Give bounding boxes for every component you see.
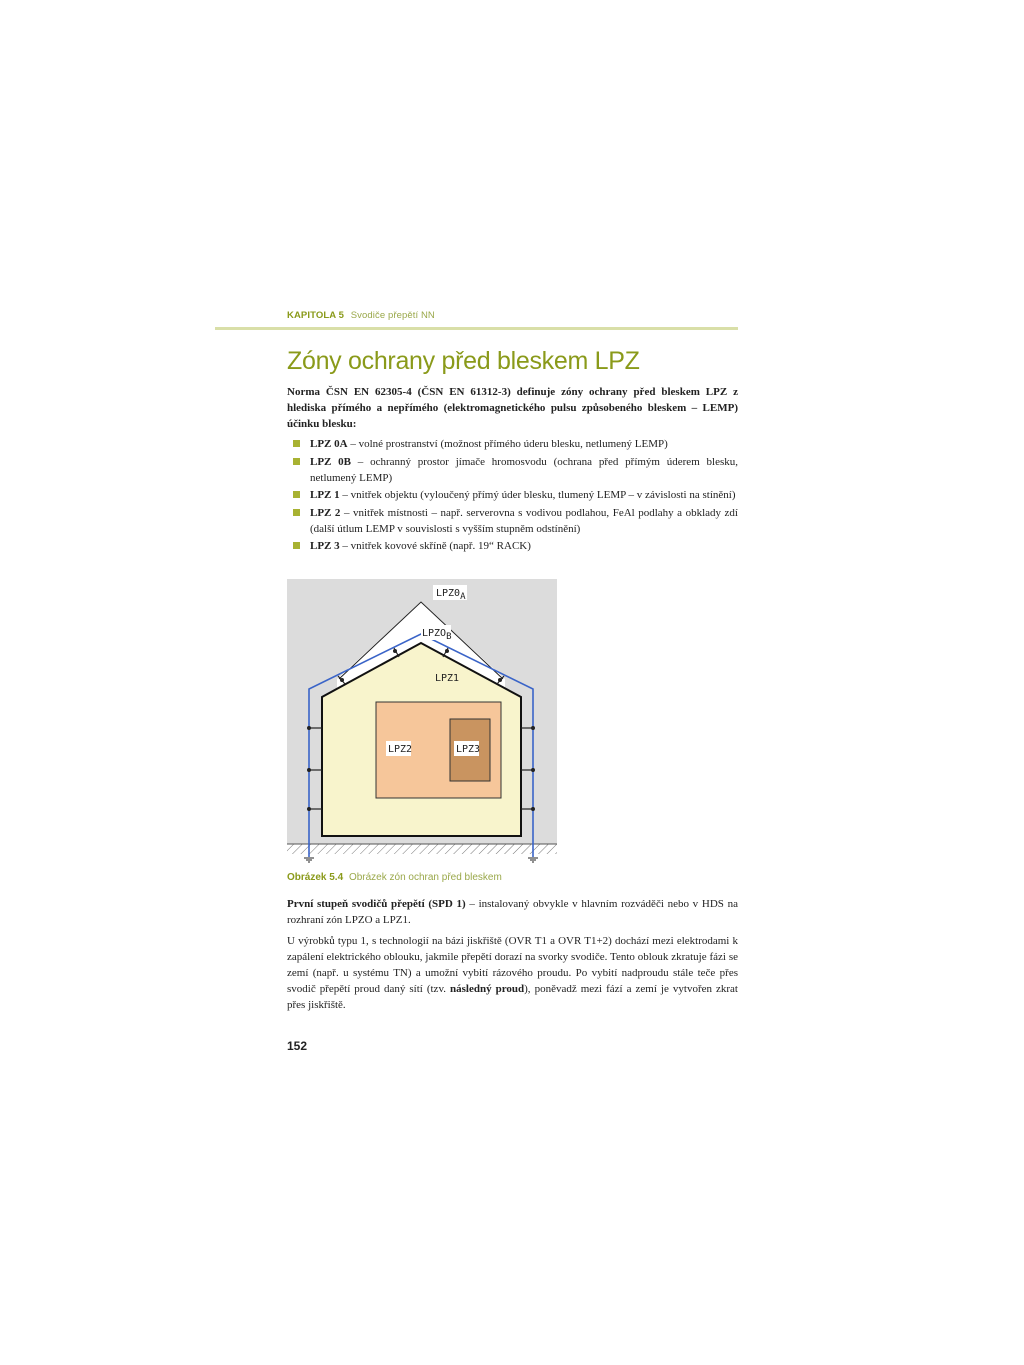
spd1-paragraph bbox=[287, 896, 738, 928]
spd1-text: – instalovaný obvykle v hlavním rozváděči nebo v HDS na rozhraní zón LPZO a LPZ1. bbox=[287, 898, 738, 926]
chapter-label: KAPITOLA 5 bbox=[287, 310, 344, 321]
zone-description: – vnitřek objektu (vyloučený přímý úder blesku, tlumený LEMP – v závislosti na stínění) bbox=[339, 489, 736, 501]
caption-label: Obrázek 5.4 bbox=[287, 872, 344, 883]
figure-caption bbox=[287, 872, 502, 883]
zone-term: LPZ 2 bbox=[310, 506, 341, 519]
list-item bbox=[287, 505, 738, 537]
zone-description: – volné prostranství (možnost přímého úderu blesku, netlumený LEMP) bbox=[347, 438, 668, 450]
zone-description: – vnitřek kovové skříně (např. 19“ RACK) bbox=[339, 540, 531, 552]
running-header bbox=[287, 310, 435, 321]
list-item bbox=[287, 454, 738, 486]
square-bullet-icon bbox=[293, 509, 300, 516]
list-item bbox=[287, 487, 738, 503]
label-lpz0b: LPZOB bbox=[422, 628, 452, 642]
label-lpz2: LPZ2 bbox=[388, 744, 413, 755]
earth-icon bbox=[528, 858, 538, 862]
spd1-term: První stupeň svodičů přepětí (SPD 1) bbox=[287, 898, 466, 910]
lpz-diagram bbox=[287, 579, 557, 863]
zone-term: LPZ 0B bbox=[310, 455, 352, 468]
label-lpz0a: LPZ0A bbox=[436, 588, 466, 602]
type1-paragraph bbox=[287, 933, 738, 1013]
label-lpz3: LPZ3 bbox=[456, 744, 481, 755]
zone-list bbox=[287, 436, 738, 556]
intro-paragraph: Norma ČSN EN 62305-4 (ČSN EN 61312-3) definuje zóny ochrany před bleskem LPZ z hlediska přímého a nepřímého (elektromagnetického pulsu způsobeného bleskem – LEMP) účinku blesku: bbox=[287, 386, 738, 430]
header-rule bbox=[215, 327, 738, 330]
square-bullet-icon bbox=[293, 440, 300, 447]
list-item bbox=[287, 436, 738, 452]
square-bullet-icon bbox=[293, 542, 300, 549]
lpz-figure bbox=[287, 579, 557, 863]
square-bullet-icon bbox=[293, 491, 300, 498]
zone-term: LPZ 1 bbox=[310, 489, 340, 501]
ground-hatch bbox=[287, 844, 557, 854]
caption-text: Obrázek zón ochran před bleskem bbox=[348, 872, 502, 883]
zone-description: – vnitřek místnosti – např. serverovna s vodivou podlahou, FeAl podlahy a obklady zdí (další útlum LEMP v souvislosti s vyšším stupněm odstínění) bbox=[310, 506, 738, 535]
zone-term: LPZ 3 bbox=[310, 540, 340, 552]
type1-text-1: U výrobků typu 1, s technologií na bázi jiskřiště (OVR T1 a OVR T1+2) dochází mezi elektrodami k zapálení elektrického oblouku, jakmile přepětí dorazí na svorky svodiče. Tento oblouk zkratuje fázi se zemí (např. u systému TN) a umožní vybití rázového proudu. Po vybití nadproudu stále teče přes svodič přepětí proud daný sítí (tzv. bbox=[287, 935, 738, 995]
earth-icon bbox=[304, 858, 314, 862]
label-lpz1: LPZ1 bbox=[435, 673, 460, 684]
list-item bbox=[287, 538, 738, 554]
zone-description: – ochranný prostor jímače hromosvodu (ochrana před přímým úderem blesku, netlumený LEMP) bbox=[310, 455, 738, 484]
square-bullet-icon bbox=[293, 458, 300, 465]
page-number: 152 bbox=[287, 1039, 308, 1053]
page-title: Zóny ochrany před bleskem LPZ bbox=[287, 347, 640, 375]
type1-term: následný proud bbox=[450, 983, 525, 995]
type1-text-2: ), poněvadž mezi fází a zemí je vytvořen zkrat přes jiskřiště. bbox=[287, 983, 738, 1011]
zone-term: LPZ 0A bbox=[310, 438, 348, 450]
chapter-title: Svodiče přepětí NN bbox=[350, 310, 435, 321]
